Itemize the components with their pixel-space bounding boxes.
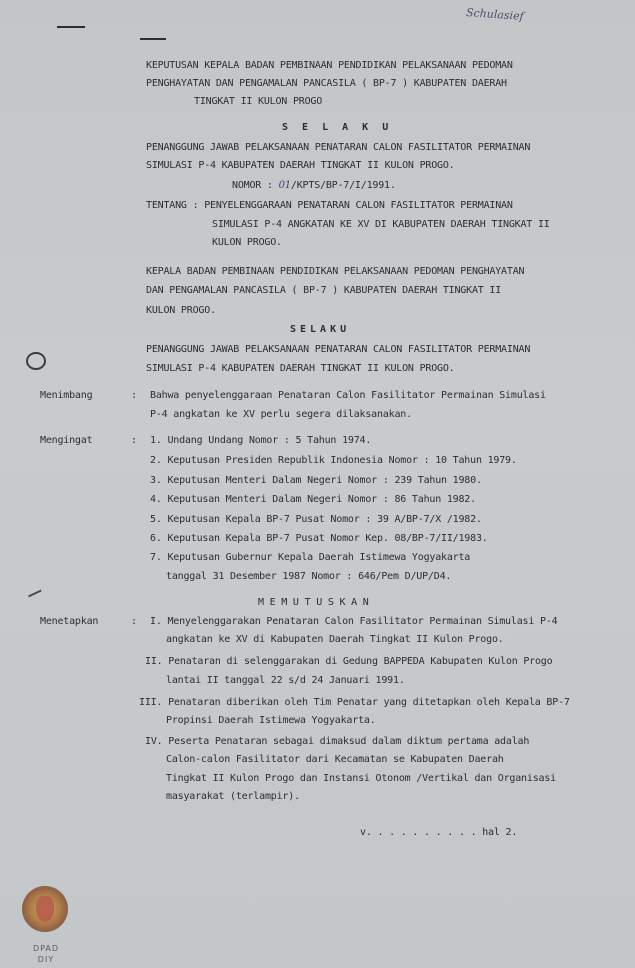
header-line-1: KEPUTUSAN KEPALA BADAN PEMBINAAN PENDIDIKAN PELAKSANAAN PEDOMAN (146, 60, 513, 71)
diktum-i-line-2: angkatan ke XV di Kabupaten Daerah Tingkat II Kulon Progo. (166, 634, 504, 645)
diktum-iv-line-4: masyarakat (terlampir). (166, 791, 300, 802)
archive-seal-logo (22, 886, 68, 932)
selaku1-line-2: SIMULASI P-4 KABUPATEN DAERAH TINGKAT II KULON PROGO. (146, 160, 455, 171)
selaku2-line-1: PENANGGUNG JAWAB PELAKSANAAN PENATARAN CALON FASILITATOR PERMAINAN (146, 344, 531, 355)
menimbang-line-1: Bahwa penyelenggaraan Penataran Calon Fasilitator Permainan Simulasi (150, 390, 546, 401)
menimbang-colon: : (131, 390, 137, 401)
diktum-iv-line-2: Calon-calon Fasilitator dari Kecamatan se Kabupaten Daerah (166, 754, 504, 765)
menimbang-line-2: P-4 angkatan ke XV perlu segera dilaksanakan. (150, 409, 412, 420)
selaku1-line-1: PENANGGUNG JAWAB PELAKSANAAN PENATARAN CALON FASILITATOR PERMAINAN (146, 142, 531, 153)
mengingat-item-2: 2. Keputusan Presiden Republik Indonesia Nomor : 10 Tahun 1979. (150, 455, 517, 466)
kepala-line-2: DAN PENGAMALAN PANCASILA ( BP-7 ) KABUPATEN DAERAH TINGKAT II (146, 285, 502, 296)
selaku2-line-2: SIMULASI P-4 KABUPATEN DAERAH TINGKAT II KULON PROGO. (146, 363, 455, 374)
mengingat-label: Mengingat (40, 435, 93, 446)
mengingat-item-3: 3. Keputusan Menteri Dalam Negeri Nomor : 239 Tahun 1980. (150, 475, 482, 486)
nomor-handwritten: 01 (278, 180, 291, 191)
kepala-line-1: KEPALA BADAN PEMBINAAN PENDIDIKAN PELAKSANAAN PEDOMAN PENGHAYATAN (146, 266, 525, 277)
header-line-3: TINGKAT II KULON PROGO (194, 96, 323, 107)
tentang-line-2: SIMULASI P-4 ANGKATAN KE XV DI KABUPATEN DAERAH TINGKAT II (212, 219, 550, 230)
mengingat-item-4: 4. Keputusan Menteri Dalam Negeri Nomor : 86 Tahun 1982. (150, 494, 476, 505)
mengingat-item-7-line-2: tanggal 31 Desember 1987 Nomor : 646/Pem D/UP/D4. (166, 571, 452, 582)
kepala-line-3: KULON PROGO. (146, 305, 216, 316)
mengingat-colon: : (131, 435, 137, 446)
tentang-line-1: TENTANG : PENYELENGGARAAN PENATARAN CALON FASILITATOR PERMAINAN (146, 200, 513, 211)
handwritten-annotation: Schulasief (465, 6, 525, 23)
pen-mark (57, 26, 85, 28)
nomor-rest: /KPTS/BP-7/I/1991. (290, 180, 396, 191)
selaku-heading-2: SELAKU (290, 324, 351, 335)
header-line-2: PENGHAYATAN DAN PENGAMALAN PANCASILA ( BP-7 ) KABUPATEN DAERAH (146, 78, 507, 89)
nomor-label: NOMOR : (232, 180, 273, 191)
nomor-line (232, 180, 396, 191)
menimbang-label: Menimbang (40, 390, 93, 401)
diktum-ii: II. Penataran di selenggarakan di Gedung BAPPEDA Kabupaten Kulon Progo (145, 656, 553, 667)
mengingat-item-6: 6. Keputusan Kepala BP-7 Pusat Nomor Kep. 08/BP-7/II/1983. (150, 533, 488, 544)
diktum-iv: IV. Peserta Penataran sebagai dimaksud dalam diktum pertama adalah (145, 736, 530, 747)
diktum-iv-line-3: Tingkat II Kulon Progo dan Instansi Otonom /Vertikal dan Organisasi (166, 773, 556, 784)
diktum-ii-line-2: lantai II tanggal 22 s/d 24 Januari 1991. (166, 675, 405, 686)
watermark-line-1: DPAD (32, 944, 60, 953)
diktum-iii-line-2: Propinsi Daerah Istimewa Yogyakarta. (166, 715, 376, 726)
diktum-iii: III. Penataran diberikan oleh Tim Penatar yang ditetapkan oleh Kepala BP-7 (139, 697, 570, 708)
mengingat-item-7: 7. Keputusan Gubernur Kepala Daerah Istimewa Yogyakarta (150, 552, 471, 563)
page-continuation: v. . . . . . . . . . hal 2. (360, 827, 518, 838)
mengingat-item-5: 5. Keputusan Kepala BP-7 Pusat Nomor : 39 A/BP-7/X /1982. (150, 514, 482, 525)
ink-mark (26, 352, 46, 370)
watermark-line-2: DIY (37, 955, 55, 964)
menetapkan-colon: : (131, 616, 137, 627)
seal-emblem (36, 896, 54, 922)
tentang-line-3: KULON PROGO. (212, 237, 282, 248)
menetapkan-label: Menetapkan (40, 616, 99, 627)
mengingat-item-1: 1. Undang Undang Nomor : 5 Tahun 1974. (150, 435, 372, 446)
diktum-i: I. Menyelenggarakan Penataran Calon Fasilitator Permainan Simulasi P-4 (150, 616, 558, 627)
pen-mark (140, 38, 166, 40)
ink-mark (28, 590, 46, 607)
selaku-heading-1: S E L A K U (282, 122, 393, 133)
memutuskan-heading: M E M U T U S K A N (258, 597, 369, 608)
